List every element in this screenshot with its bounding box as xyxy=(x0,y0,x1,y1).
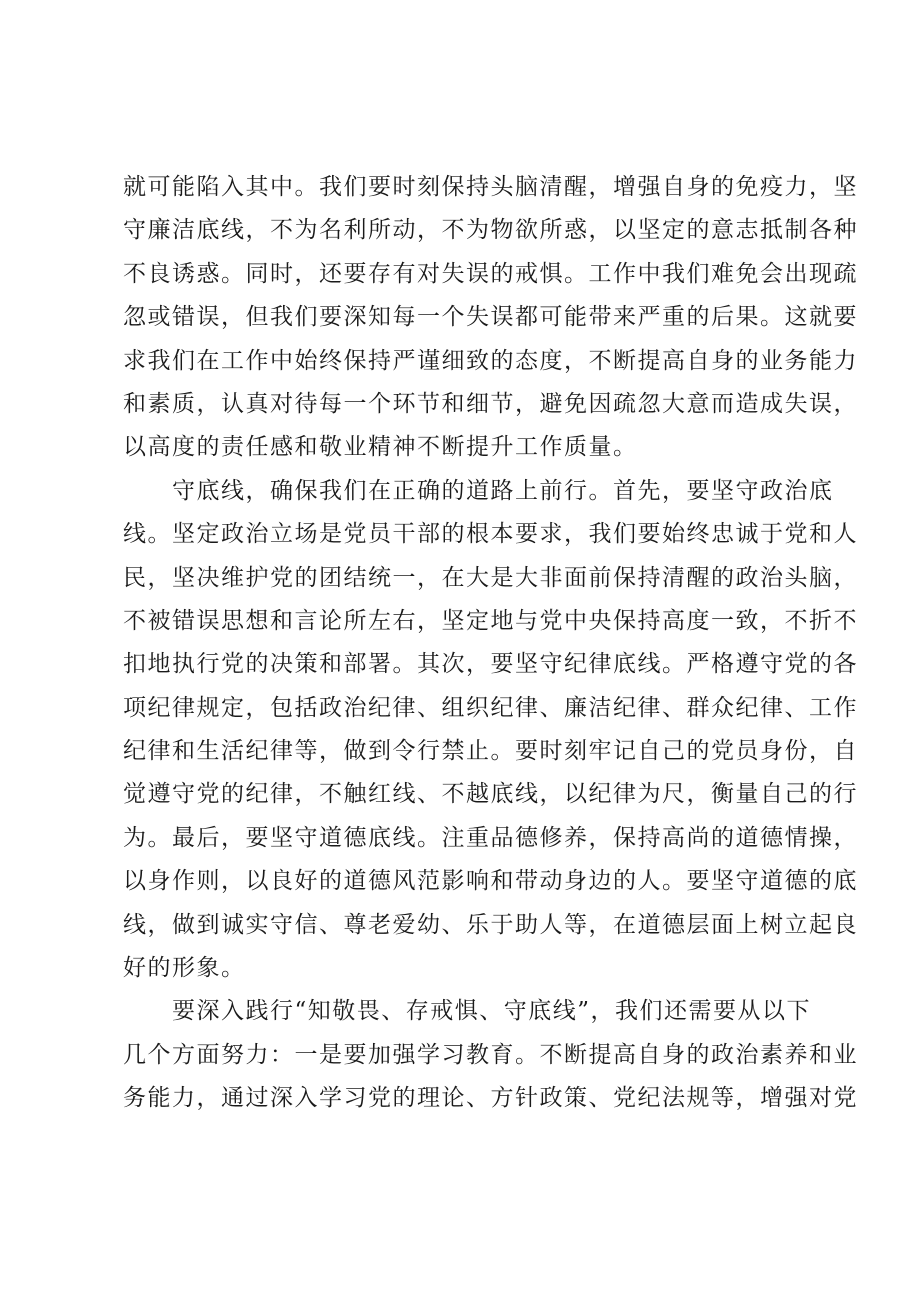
text-line: 求我们在工作中始终保持严谨细致的态度，不断提高自身的业务能力 xyxy=(123,347,858,374)
paragraph-3 xyxy=(123,990,858,1120)
text-line: 好的形象。 xyxy=(123,955,246,982)
text-line: 几个方面努力：一是要加强学习教育。不断提高自身的政治素养和业 xyxy=(123,1041,858,1068)
document-body xyxy=(123,166,858,1121)
text-line: 不良诱惑。同时，还要存有对失误的戒惧。工作中我们难免会出现疏 xyxy=(123,260,858,287)
text-line: 要深入践行“知敬畏、存戒惧、守底线”，我们还需要从以下 xyxy=(123,998,812,1025)
text-line: 线，做到诚实守信、尊老爱幼、乐于助人等，在道德层面上树立起良 xyxy=(123,911,858,938)
text-line: 守底线，确保我们在正确的道路上前行。首先，要坚守政治底 xyxy=(123,477,834,504)
text-line: 以高度的责任感和敬业精神不断提升工作质量。 xyxy=(123,434,638,461)
text-line: 扣地执行党的决策和部署。其次，要坚守纪律底线。严格遵守党的各 xyxy=(123,651,858,678)
paragraph-1 xyxy=(123,166,858,470)
text-line: 以身作则，以良好的道德风范影响和带动身边的人。要坚守道德的底 xyxy=(123,868,858,895)
text-line: 务能力，通过深入学习党的理论、方针政策、党纪法规等，增强对党 xyxy=(123,1085,858,1112)
text-line: 线。坚定政治立场是党员干部的根本要求，我们要始终忠诚于党和人 xyxy=(123,521,858,548)
text-line: 觉遵守党的纪律，不触红线、不越底线，以纪律为尺，衡量自己的行 xyxy=(123,781,858,808)
text-line: 就可能陷入其中。我们要时刻保持头脑清醒，增强自身的免疫力，坚 xyxy=(123,174,858,200)
text-line: 为。最后，要坚守道德底线。注重品德修养，保持高尚的道德情操， xyxy=(123,824,858,851)
text-line: 不被错误思想和言论所左右，坚定地与党中央保持高度一致，不折不 xyxy=(123,607,858,634)
text-line: 项纪律规定，包括政治纪律、组织纪律、廉洁纪律、群众纪律、工作 xyxy=(123,694,858,721)
text-line: 忽或错误，但我们要深知每一个失误都可能带来严重的后果。这就要 xyxy=(123,304,858,331)
paragraph-2 xyxy=(123,470,858,991)
text-line: 民，坚决维护党的团结统一，在大是大非面前保持清醒的政治头脑， xyxy=(123,564,858,591)
text-line: 守廉洁底线，不为名利所动，不为物欲所惑，以坚定的意志抵制各种 xyxy=(123,217,858,244)
text-line: 纪律和生活纪律等，做到令行禁止。要时刻牢记自己的党员身份，自 xyxy=(123,738,858,765)
text-line: 和素质，认真对待每一个环节和细节，避免因疏忽大意而造成失误， xyxy=(123,390,858,417)
